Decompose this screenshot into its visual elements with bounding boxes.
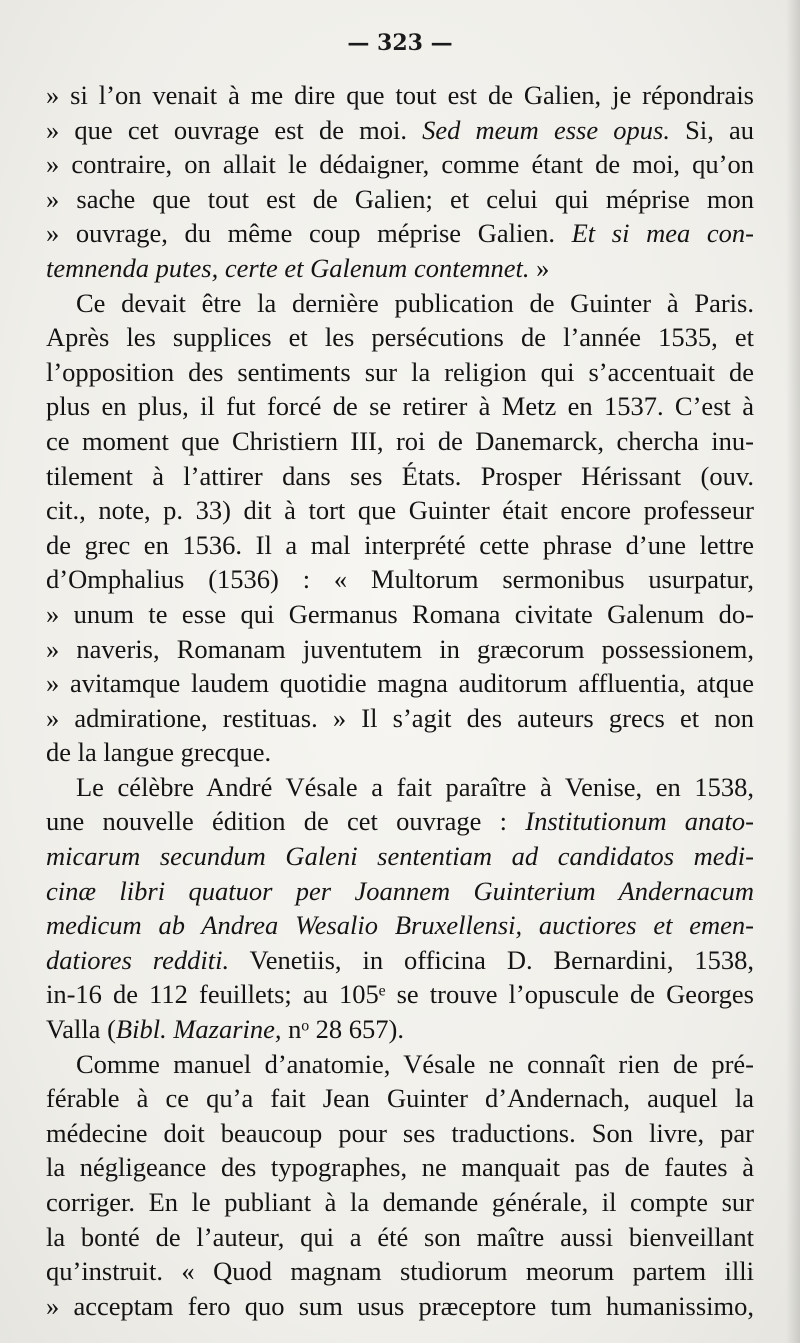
text-line bbox=[46, 597, 754, 632]
text-run: » naveris, Romanam juventutem in græcorum possessionem, bbox=[46, 633, 754, 664]
text-line bbox=[46, 493, 754, 528]
text-run: de grec en 1536. Il a mal interprété cette phrase d’une lettre bbox=[46, 529, 754, 560]
italic-text-run: temnenda putes, certe et Galenum contemnet. bbox=[46, 252, 530, 283]
text-line bbox=[46, 977, 754, 1012]
page-edge-shadow bbox=[786, 0, 800, 1343]
text-run: une nouvelle édition de cet ouvrage : bbox=[46, 806, 526, 837]
text-line bbox=[46, 147, 754, 182]
italic-text-run: Bibl. Mazarine, bbox=[115, 1014, 282, 1045]
text-run: » avitamque laudem quotidie magna auditorum affluentia, atque bbox=[46, 668, 754, 699]
text-run: » unum te esse qui Germanus Romana civitate Galenum do- bbox=[46, 598, 754, 629]
text-line bbox=[46, 424, 754, 459]
text-run: » si l’on venait à me dire que tout est de Galien, je répondrais bbox=[46, 80, 754, 110]
text-run: » contraire, on allait le dédaigner, comme étant de moi, qu’on bbox=[46, 149, 754, 180]
italic-text-run: medicum ab Andrea Wesalio Bruxellensi, auctiores et emen- bbox=[46, 910, 754, 941]
text-run: férable à ce qu’a fait Jean Guinter d’Andernach, auquel la bbox=[46, 1083, 754, 1114]
text-run: Venetiis, in officina D. Bernardini, 1538, bbox=[229, 944, 755, 975]
text-line bbox=[46, 459, 754, 494]
text-line bbox=[46, 113, 754, 148]
text-run: Valla ( bbox=[46, 1014, 116, 1045]
text-line bbox=[46, 1150, 754, 1185]
text-line bbox=[46, 839, 754, 874]
italic-text-run: Sed meum esse opus. bbox=[422, 114, 670, 145]
text-line bbox=[46, 320, 754, 355]
text-line bbox=[46, 908, 754, 943]
text-run: Si, au bbox=[669, 114, 754, 145]
italic-text-run: cinæ libri quatuor per Joannem Guinterium Andernacum bbox=[46, 875, 754, 906]
text-line bbox=[46, 389, 754, 424]
text-run: la négligeance des typographes, ne manquait pas de fautes à bbox=[46, 1152, 754, 1183]
text-line bbox=[46, 1047, 754, 1082]
text-run: de la langue grecque. bbox=[46, 737, 272, 768]
italic-text-run: datiores redditi. bbox=[46, 944, 230, 975]
text-run: » sache que tout est de Galien; et celui qui méprise mon bbox=[46, 183, 754, 214]
text-line bbox=[46, 251, 754, 286]
text-line bbox=[46, 78, 754, 113]
text-line bbox=[46, 528, 754, 563]
text-run: l’opposition des sentiments sur la religion qui s’accentuait de bbox=[46, 356, 754, 387]
text-run: » acceptam fero quo sum usus præceptore tum humanissimo, bbox=[46, 1290, 754, 1321]
text-run: tilement à l’attirer dans ses États. Prosper Hérissant (ouv. bbox=[46, 460, 754, 491]
text-line bbox=[46, 286, 754, 321]
text-line bbox=[46, 1220, 754, 1255]
text-line bbox=[46, 1012, 754, 1047]
text-run: ce moment que Christiern III, roi de Danemarck, chercha inu- bbox=[46, 425, 754, 456]
text-run: » ouvrage, du même coup méprise Galien. bbox=[46, 218, 572, 249]
italic-text-run: Institutionum anato- bbox=[525, 806, 754, 837]
text-run: la bonté de l’auteur, qui a été son maître aussi bienveillant bbox=[46, 1221, 754, 1252]
text-run: plus en plus, il fut forcé de se retirer à Metz en 1537. C’est à bbox=[46, 391, 754, 422]
text-run: corriger. En le publiant à la demande générale, il compte sur bbox=[46, 1187, 754, 1217]
text-line bbox=[46, 1185, 754, 1220]
text-run: cit., note, p. 33) dit à tort que Guinter était encore professeur bbox=[46, 495, 754, 526]
text-run: médecine doit beaucoup pour ses traductions. Son livre, par bbox=[46, 1117, 754, 1148]
text-line bbox=[46, 1116, 754, 1151]
italic-text-run: Et si mea con- bbox=[571, 218, 754, 249]
text-line bbox=[46, 182, 754, 217]
text-line bbox=[46, 770, 754, 805]
text-line bbox=[46, 216, 754, 251]
text-run: Comme manuel d’anatomie, Vésale ne connaît rien de pré- bbox=[76, 1048, 754, 1079]
text-line bbox=[46, 632, 754, 667]
text-line bbox=[46, 804, 754, 839]
text-run: » que cet ouvrage est de moi. bbox=[46, 114, 423, 145]
text-line bbox=[46, 1254, 754, 1289]
text-line bbox=[46, 562, 754, 597]
text-line bbox=[46, 735, 754, 770]
text-line bbox=[46, 874, 754, 909]
italic-text-run: micarum secundum Galeni sententiam ad candidatos medi- bbox=[46, 841, 754, 872]
body-text bbox=[46, 78, 754, 1323]
text-run: » bbox=[529, 252, 550, 283]
text-run: qu’instruit. « Quod magnam studiorum meorum partem illi bbox=[46, 1256, 754, 1287]
text-run: in-16 de 112 feuillets; au 105ᵉ se trouve l’opuscule de Georges bbox=[46, 979, 754, 1010]
text-run: Après les supplices et les persécutions de l’année 1535, et bbox=[46, 322, 754, 353]
text-line bbox=[46, 355, 754, 390]
text-line bbox=[46, 1289, 754, 1324]
text-line bbox=[46, 666, 754, 701]
text-line bbox=[46, 943, 754, 978]
text-run: Ce devait être la dernière publication de Guinter à Paris. bbox=[76, 287, 754, 318]
text-line bbox=[46, 701, 754, 736]
text-line bbox=[46, 1081, 754, 1116]
page-number: — 323 — bbox=[347, 30, 453, 56]
text-run: d’Omphalius (1536) : « Multorum sermonibus usurpatur, bbox=[46, 564, 754, 595]
text-run: Le célèbre André Vésale a fait paraître à Venise, en 1538, bbox=[76, 771, 754, 802]
text-run: nᵒ 28 657). bbox=[281, 1014, 404, 1045]
text-run: » admiratione, restituas. » Il s’agit des auteurs grecs et non bbox=[46, 702, 754, 733]
